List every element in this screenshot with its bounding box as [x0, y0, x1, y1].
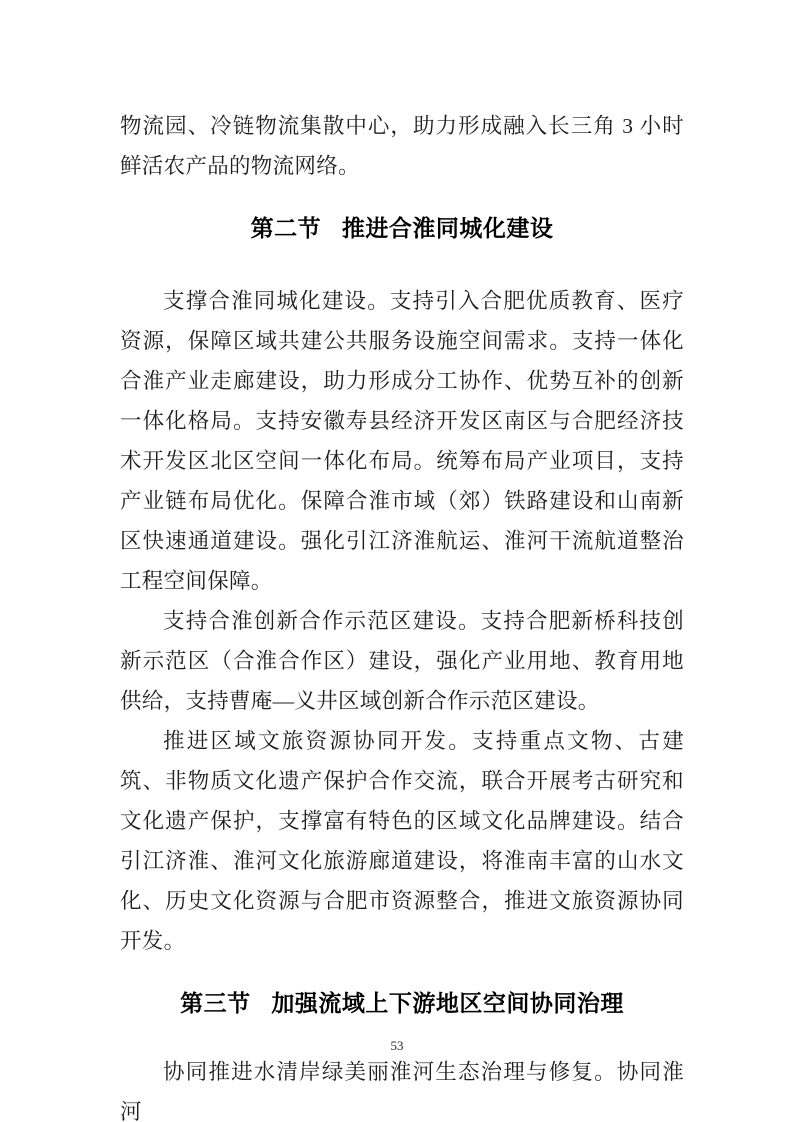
- section-heading-3: [120, 983, 684, 1023]
- section-number: 第二节: [250, 215, 322, 241]
- body-paragraph-continuation: 物流园、冷链物流集散中心，助力形成融入长三角 3 小时鲜活农产品的物流网络。: [120, 114, 684, 178]
- page-number: 53: [390, 1038, 404, 1053]
- section-title: 推进合淮同城化建设: [341, 215, 554, 241]
- body-paragraph: 支持合淮创新合作示范区建设。支持合肥新桥科技创新示范区（合淮合作区）建设，强化产业用地、教育用地供给，支持曹庵—义井区域创新合作示范区建设。: [120, 609, 684, 713]
- body-paragraph: 支撑合淮同城化建设。支持引入合肥优质教育、医疗资源，保障区域共建公共服务设施空间需求。支持一体化合淮产业走廊建设，助力形成分工协作、优势互补的创新一体化格局。支持安徽寿县经济开发区南区与合肥经济技术开发区北区空间一体化布局。统筹布局产业项目，支持产业链布局优化。保障合淮市域（郊）铁路建设和山南新区快速通道建设。强化引江济淮航运、淮河干流航道整治工程空间保障。: [120, 289, 684, 593]
- section-title: 加强流域上下游地区空间协同治理: [271, 990, 624, 1016]
- body-paragraph: 协同推进水清岸绿美丽淮河生态治理与修复。协同淮河: [120, 1060, 684, 1122]
- body-paragraph: 推进区域文旅资源协同开发。支持重点文物、古建筑、非物质文化遗产保护合作交流，联合开展考古研究和文化遗产保护，支撑富有特色的区域文化品牌建设。结合引江济淮、淮河文化旅游廊道建设，将淮南丰富的山水文化、历史文化资源与合肥市资源整合，推进文旅资源协同开发。: [120, 729, 684, 953]
- section-number: 第三节: [180, 990, 251, 1016]
- page-content: [120, 106, 684, 1122]
- section-heading-2: [120, 208, 684, 248]
